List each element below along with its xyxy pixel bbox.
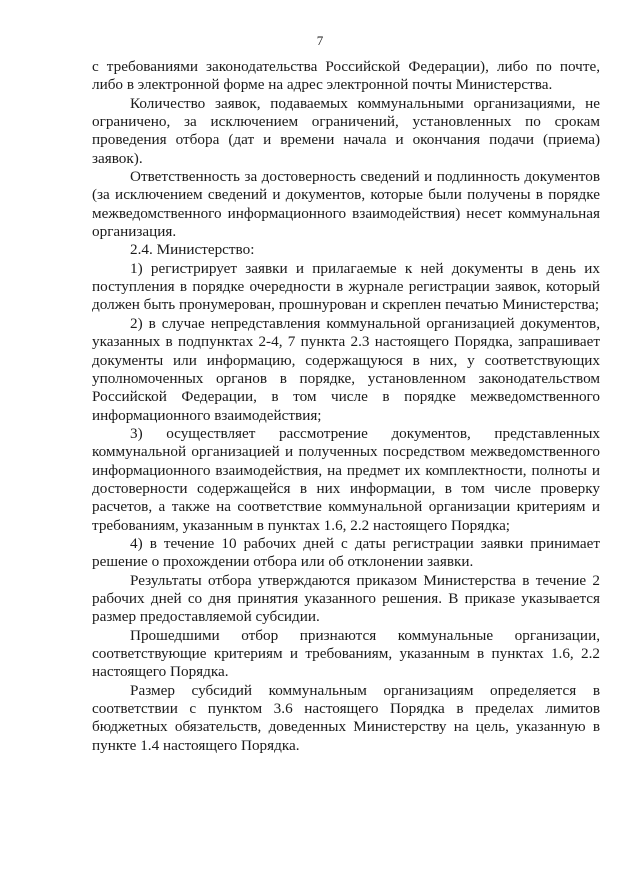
paragraph-subsidy-size: Размер субсидий коммунальным организациям определяется в соответствии с пунктом 3.6 настоящего Порядка в пределах лимитов бюджетных обязательств, доведенных Министерству на цель, указанную в пункте 1.4 настоящего Порядка. — [92, 681, 600, 754]
document-body — [92, 58, 600, 755]
paragraph-passed: Прошедшими отбор признаются коммунальные организации, соответствующие критериям и требованиям, указанным в пунктах 1.6, 2.2 настоящего Порядка. — [92, 626, 600, 681]
list-item-3: 3) осуществляет рассмотрение документов, представленных коммунальной организацией и полученных посредством межведомственного информационного взаимодействия, на предмет их комплектности, полноты и достоверности содержащейся в них информации, в том числе проверку расчетов, а также на соответствие коммунальной организации критериям и требованиям, указанным в пунктах 1.6, 2.2 настоящего Порядка; — [92, 424, 600, 534]
page-number: 7 — [316, 33, 324, 48]
paragraph-results: Результаты отбора утверждаются приказом Министерства в течение 2 рабочих дней со дня принятия указанного решения. В приказе указывается размер предоставляемой субсидии. — [92, 571, 600, 626]
list-item-1: 1) регистрирует заявки и прилагаемые к ней документы в день их поступления в порядке очередности в журнале регистрации заявок, который должен быть пронумерован, прошнурован и скреплен печатью Министерства; — [92, 259, 600, 314]
section-heading-2-4: 2.4. Министерство: — [130, 241, 255, 259]
list-item-2: 2) в случае непредставления коммунальной организацией документов, указанных в подпунктах 2-4, 7 пункта 2.3 настоящего Порядка, запрашивает документы или информацию, содержащуюся в них, у соответствующих уполномоченных органов в порядке, установленном законодательством Российской Федерации, в том числе в порядке межведомственного информационного взаимодействия; — [92, 314, 600, 424]
paragraph-continuation: с требованиями законодательства Российской Федерации), либо по почте, либо в электронной форме на адрес электронной почты Министерства. — [92, 58, 600, 94]
paragraph-applications-count: Количество заявок, подаваемых коммунальными организациями, не ограничено, за исключением ограничений, установленных по срокам проведения отбора (дат и времени начала и окончания подачи (приема) заявок). — [92, 94, 600, 167]
paragraph-responsibility: Ответственность за достоверность сведений и подлинность документов (за исключением сведений и документов, которые были получены в порядке межведомственного информационного взаимодействия) несет коммунальная организация. — [92, 168, 600, 241]
list-item-4: 4) в течение 10 рабочих дней с даты регистрации заявки принимает решение о прохождении отбора или об отклонении заявки. — [92, 534, 600, 571]
